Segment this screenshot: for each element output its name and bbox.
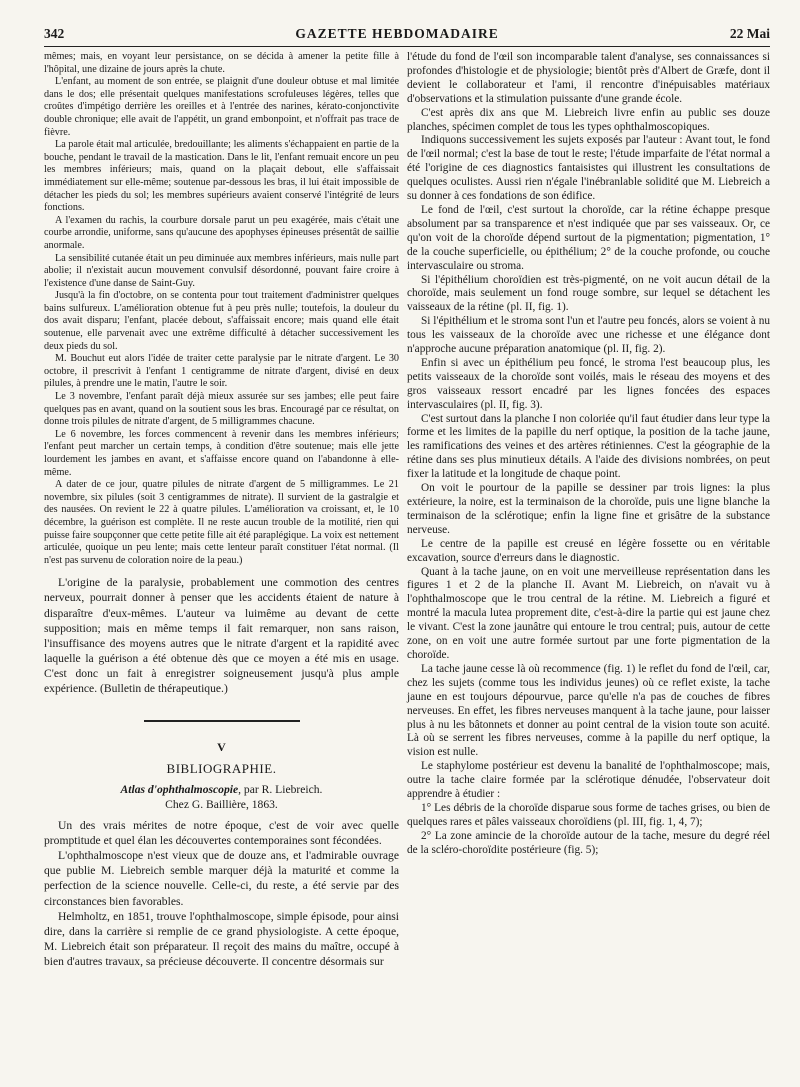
book-title: Atlas d'ophthalmoscopie: [120, 783, 239, 797]
review-paragraph: Quant à la tache jaune, on en voit une merveilleuse représentation dans les figures 1 et 2 de la planche II. Avant M. Liebreich, on n'avait vu à l'ophthalmoscope que le trou central de la rétine. M. Liebreich a figuré et montré la macula lutea proprement dite, c'est-à-dire la partie qui est jaune chez le vivant. C'est la zone jaunâtre qui entoure le trou central; puis, autour de cette zone, on en voit une autre formée surtout par une forte pigmentation de la choroïde.: [407, 565, 770, 661]
case-paragraph: La sensibilité cutanée était un peu diminuée aux membres inférieurs, mais nulle part abolie; il n'existait aucun mouvement convulsif désordonné, pouvant faire croire à l'existence d'une danse de Saint-Guy.: [44, 252, 399, 289]
review-paragraph: Enfin si avec un épithélium peu foncé, le stroma l'est beaucoup plus, les petits vaisseaux de la choroïde sont voilés, mais le réseau des moyens et des gros vaisseaux ressort encadré par les lignes foncées des espaces intervasculaires (pl. II, fig. 3).: [407, 356, 770, 411]
review-paragraph: On voit le pourtour de la papille se dessiner par trois lignes: la plus extérieure, la noire, est la terminaison de la choroïde, puis une ligne blanche la terminaison de la sclérotique; enfin la ligne fine et grisâtre de la substance nerveuse.: [407, 482, 770, 536]
case-paragraph: Jusqu'à la fin d'octobre, on se contenta pour tout traitement d'administrer quelques bains sulfureux. L'amélioration obtenue fut à peu près nulle; toutefois, la douleur du dos avait disparu; l'enfant, placée debout, s'affaissait encore; mais quand elle était soutenue, elle parvenait avec une extrême difficulté à détacher successivement les deux pieds du sol.: [44, 290, 399, 352]
review-paragraph: L'ophthalmoscope n'est vieux que de douze ans, et l'admirable ouvrage que publie M. Liebreich semble marquer déjà la maturité et comme la perfection de la science nouvelle. Celle-ci, du reste, a été servie par des circonstances bien favorables.: [44, 849, 399, 908]
case-paragraph: Le 3 novembre, l'enfant paraît déjà mieux assurée sur ses jambes; elle peut faire quelques pas en avant, quand on la soutient sous les bras. Encouragé par ce résultat, on donne trois pilules de nitrate d'argent, de 5 milligrammes chacune.: [44, 391, 399, 428]
case-report: [44, 51, 399, 567]
journal-title: GAZETTE HEBDOMADAIRE: [295, 26, 499, 41]
case-paragraph: mêmes; mais, en voyant leur persistance, on se décida à amener la petite fille à l'hôpital, une dizaine de jours après la chute.: [44, 51, 399, 75]
review-paragraph: Le fond de l'œil, c'est surtout la choroïde, car la rétine échappe presque absolument par sa transparence et n'est indiquée que par ses vaisseaux. Or, ce qu'on voit de la choroïde dépend surtout de la pigmentation; pigmentation, 1° de la couche superficielle, ou épithélium; 2° de la couche profonde, ou couche intervasculaire ou stroma.: [407, 203, 770, 272]
case-paragraph: A l'examen du rachis, la courbure dorsale parut un peu exagérée, mais c'était une courbe arrondie, uniforme, sans qu'aucune des apophyses épineuses présentât de saillie anormale.: [44, 214, 399, 251]
book-author: , par R. Liebreich.: [238, 783, 323, 797]
case-paragraph: M. Bouchut eut alors l'idée de traiter cette paralysie par le nitrate d'argent. Le 30 octobre, il prescrivit à l'enfant 1 centigramme de nitrate d'argent, divisé en deux pilules, à prendre une le matin, l'autre le soir.: [44, 353, 399, 390]
review-paragraph: Helmholtz, en 1851, trouve l'ophthalmoscope, simple épisode, pour ainsi dire, dans la carrière si remplie de ce grand physiologiste. A cette époque, M. Liebreich était son préparateur. Il reçoit des mains du maître, occupé à bien d'autres travaux, sa précieuse découverte. Il concentre désormais sur: [44, 909, 399, 968]
review-paragraph: Si l'épithélium et le stroma sont l'un et l'autre peu foncés, alors se voient à nu tous les vaisseaux de la choroïde avec une richesse et une élégance dont n'approche aucune préparation anatomique (pl. II, fig. 2).: [407, 315, 770, 356]
page-number: 342: [44, 26, 65, 41]
section-number: V: [217, 740, 226, 755]
section-separator: [144, 720, 300, 722]
case-paragraph: L'enfant, au moment de son entrée, se plaignit d'une douleur obtuse et mal limitée dans le dos; elle présentait quelques manifestations scrofuleuses légères, telles que croûtes d'impétigo derrière les oreilles et à l'entrée des narines, kérato-conjonctivite double chronique; elle avait de l'appétit, un grand embonpoint, et n'offrait pas trace de fièvre.: [44, 76, 399, 138]
page-header: [44, 26, 770, 46]
case-paragraph: A dater de ce jour, quatre pilules de nitrate d'argent de 5 milligrammes. Le 21 novembre, six pilules (soit 3 centigrammes de nitrate). Il survient de la gastralgie et des nausées. On revient le 22 à quatre pilules. L'amélioration va croissant, et, le 10 décembre, la guérison est complète. Il ne reste aucun trouble de la motilité, rien qui puisse faire soupçonner que cette petite fille ait été paraplégique. La voix est nettement articulée, quoique un peu lente; mais cette lenteur paraît constituer l'état normal. (Il n'est pas survenu de coloration noire de la peau.): [44, 479, 399, 566]
case-paragraph: La parole était mal articulée, bredouillante; les aliments s'échappaient en partie de la bouche, pendant le travail de la mastication. Dans le lit, l'enfant remuait encore un peu les membres inférieurs; mais, quand on la plaçait debout, elle s'affaissait immédiatement sur elle-même; soutenue par-dessous les bras, il lui était impossible de détacher les pieds du sol; les membres supérieurs avaient conservé l'intégrité de leurs fonctions.: [44, 139, 399, 214]
case-paragraph: Le 6 novembre, les forces commencent à revenir dans les membres inférieurs; l'enfant peut marcher un certain temps, à condition d'être soutenue; mais elle jette lourdement les jambes en avant, et s'affaisse encore quand on l'abandonne à elle-même.: [44, 428, 399, 478]
header-rule: [44, 46, 770, 47]
two-column-body: [44, 51, 770, 969]
review-paragraph: 2° La zone amincie de la choroïde autour de la tache, mesure du degré réel de la scléro-choroïdite postérieure (fig. 5);: [407, 829, 770, 856]
right-column: [407, 51, 770, 969]
review-continuation: [407, 51, 770, 858]
review-paragraph: Le centre de la papille est creusé en légère fossette ou en véritable excavation, source d'erreurs dans le diagnostic.: [407, 537, 770, 564]
section-title: BIBLIOGRAPHIE.: [166, 761, 277, 777]
review-paragraph: Si l'épithélium choroïdien est très-pigmenté, on ne voit aucun détail de la choroïde, mais seulement un fond rouge sombre, sur lequel se détachent les vaisseaux de la rétine (pl. II, fig. 1).: [407, 273, 770, 314]
review-text: [44, 818, 399, 969]
review-paragraph: C'est après dix ans que M. Liebreich livre enfin au public ses douze planches, spécimen complet de tous les types ophthalmoscopiques.: [407, 106, 770, 133]
review-paragraph: Un des vrais mérites de notre époque, c'est de voir avec quelle promptitude et quel élan les découvertes contemporaines sont fécondées.: [44, 819, 399, 848]
review-paragraph: l'étude du fond de l'œil son incomparable talent d'analyse, ses connaissances si profondes d'histologie et de physiologie; bientôt près d'Albert de Græfe, dont il devient le collaborateur et l'ami, il rencontre d'inépuisables matériaux d'observations et la stimulation puissante d'une grande école.: [407, 51, 770, 105]
commentary-paragraph: L'origine de la paralysie, probablement une commotion des centres nerveux, pourrait donner à penser que les accidents étaient de nature à disparaître d'eux-mêmes. L'auteur va luimême au devant de cette supposition; mais en même temps il fait remarquer, non sans raison, l'insuffisance des moyens autres que le nitrate d'argent et la rapidité avec laquelle la guérison a été obtenue dès que ce moyen a été mis en usage. C'est donc un fait à enregistrer soigneusement jusqu'à plus ample expérience. (Bulletin de thérapeutique.): [44, 576, 399, 695]
left-column: [44, 51, 399, 969]
book-publisher: Chez G. Baillière, 1863.: [165, 798, 278, 812]
review-paragraph: C'est surtout dans la planche I non coloriée qu'il faut étudier dans leur type la forme et les limites de la papille du nerf optique, la position de la tache jaune, les ramifications des veines et des artères rétiniennes. C'est la géographie de la rétine dans ses plus minutieux détails. A l'aide des divisions nombrées, on peut fixer la latitude et la longitude de chaque point.: [407, 412, 770, 481]
commentary: [44, 575, 399, 696]
issue-date: 22 Mai: [729, 26, 770, 41]
review-paragraph: Indiquons successivement les sujets exposés par l'auteur : Avant tout, le fond de l'œil normal; c'est la base de tout le reste; l'étude imparfaite de l'état normal a été l'origine de ces diagnostics fantaisistes qui illustrent les consultations de quelques oculistes. Aussi rien n'égale l'inébranlable solidité que M. Liebreich a su donner à ces fondations de son édifice.: [407, 134, 770, 203]
review-paragraph: La tache jaune cesse là où recommence (fig. 1) le reflet du fond de l'œil, car, chez les sujets (comme tous les individus jeunes) où ce reflet existe, la tache jaune en est toujours dépourvue, parce qu'elle n'a pas de couches de fibres nerveuses. En effet, les fibres nerveuses manquent à la tache jaune, pour laisser plus à nu les bâtonnets et donner au point central de la vision toute son acuité. Là où se serrent les fibres nerveuses, comme à la papille du nerf optique, la vision est nulle.: [407, 662, 770, 759]
review-paragraph: 1° Les débris de la choroïde disparue sous forme de taches grises, ou bien de quelques rares et pâles vaisseaux choroïdiens (pl. III, fig. 1, 4, 7);: [407, 801, 770, 828]
review-paragraph: Le staphylome postérieur est devenu la banalité de l'ophthalmoscope; mais, outre la tache claire formée par la sclérotique dénudée, l'observateur doit apprendre à étudier :: [407, 760, 770, 801]
book-entry: [44, 782, 399, 812]
